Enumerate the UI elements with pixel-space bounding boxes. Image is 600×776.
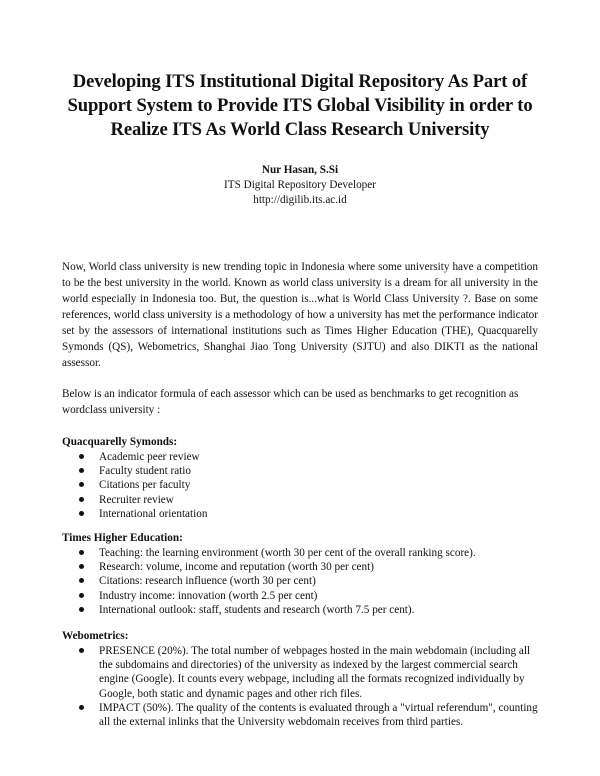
section-times-higher-education — [62, 531, 538, 617]
section-heading: Quacquarelly Symonds: — [62, 436, 178, 448]
list-item-text: Faculty student ratio — [99, 465, 191, 478]
list-item — [62, 589, 538, 603]
title-line: Support System to Provide ITS Global Visibility in order to — [67, 95, 533, 116]
list-item-text: Recruiter review — [99, 493, 174, 506]
bullet-icon — [79, 497, 84, 502]
list-item-text: Industry income: innovation (worth 2.5 per cent) — [99, 589, 318, 602]
author-role: ITS Digital Repository Developer — [224, 179, 376, 191]
author-url: http://digilib.its.ac.id — [253, 194, 347, 206]
author-block — [62, 163, 538, 208]
list-item-text: International orientation — [99, 507, 208, 520]
section-webometrics — [62, 629, 538, 729]
section-quacquarelly-symonds — [62, 435, 538, 521]
bullet-icon — [79, 482, 84, 487]
intro-paragraph: Now, World class university is new trending topic in Indonesia where some university have a competition to be the best university in the world. Known as world class university is a dream for all university in the world especially in Indonesia too. But, the question is...what is World Class University ?. Base on some references, world class university is a methodology of how a university has met the performance indicator set by the assessors of international institutions such as Times Higher Education (THE), Quacquarelly Symonds (QS), Webometrics, Shanghai Jiao Tong University (SJTU) and also DIKTI as the national assessor. — [62, 261, 538, 369]
bullet-icon — [79, 705, 84, 710]
list-item — [62, 644, 538, 701]
document-title — [62, 0, 538, 142]
bullet-list — [62, 644, 538, 729]
list-item — [62, 574, 538, 588]
title-line: Realize ITS As World Class Research University — [110, 119, 490, 140]
bullet-list — [62, 546, 538, 617]
bullet-icon — [79, 511, 84, 516]
bullet-icon — [79, 550, 84, 555]
section-heading: Times Higher Education: — [62, 532, 183, 545]
list-item-text: PRESENCE (20%). The total number of webpages hosted in the main webdomain (including all the subdomains and directories) of the university as indexed by the largest commercial search engine (Google). It counts every webpage, including all the formats recognized individually by Google, both static and dynamic pages and other rich files. — [99, 645, 531, 700]
list-item-text: Citations: research influence (worth 30 per cent) — [99, 575, 316, 588]
bullet-list — [62, 450, 538, 521]
list-item — [62, 450, 538, 464]
author-name: Nur Hasan, S.Si — [261, 164, 339, 176]
indicator-paragraph: Below is an indicator formula of each assessor which can be used as benchmarks to get recognition as wordclass university : — [62, 388, 519, 416]
section-heading: Webometrics: — [62, 630, 129, 643]
bullet-icon — [79, 593, 84, 598]
bullet-icon — [79, 468, 84, 473]
list-item-text: International outlook: staff, students and research (worth 7.5 per cent). — [99, 603, 415, 616]
list-item-text: Research: volume, income and reputation (worth 30 per cent) — [99, 561, 374, 574]
list-item-text: Teaching: the learning environment (worth 30 per cent of the overall ranking score). — [99, 547, 476, 560]
list-item — [62, 603, 538, 617]
list-item-text: Academic peer review — [99, 451, 200, 463]
list-item-text: IMPACT (50%). The quality of the contents is evaluated through a "virtual referendum", counting all the external inlinks that the University webdomain receives from third parties. — [99, 701, 538, 729]
bullet-icon — [79, 648, 84, 653]
bullet-icon — [79, 607, 84, 612]
title-line: Developing ITS Institutional Digital Repository As Part of — [72, 71, 528, 92]
list-item — [62, 701, 538, 729]
list-item — [62, 560, 538, 574]
list-item — [62, 493, 538, 507]
list-item — [62, 546, 538, 560]
list-item — [62, 507, 538, 521]
bullet-icon — [79, 454, 84, 459]
bullet-icon — [79, 578, 84, 583]
bullet-icon — [79, 564, 84, 569]
list-item-text: Citations per faculty — [99, 479, 191, 492]
list-item — [62, 464, 538, 478]
list-item — [62, 478, 538, 492]
